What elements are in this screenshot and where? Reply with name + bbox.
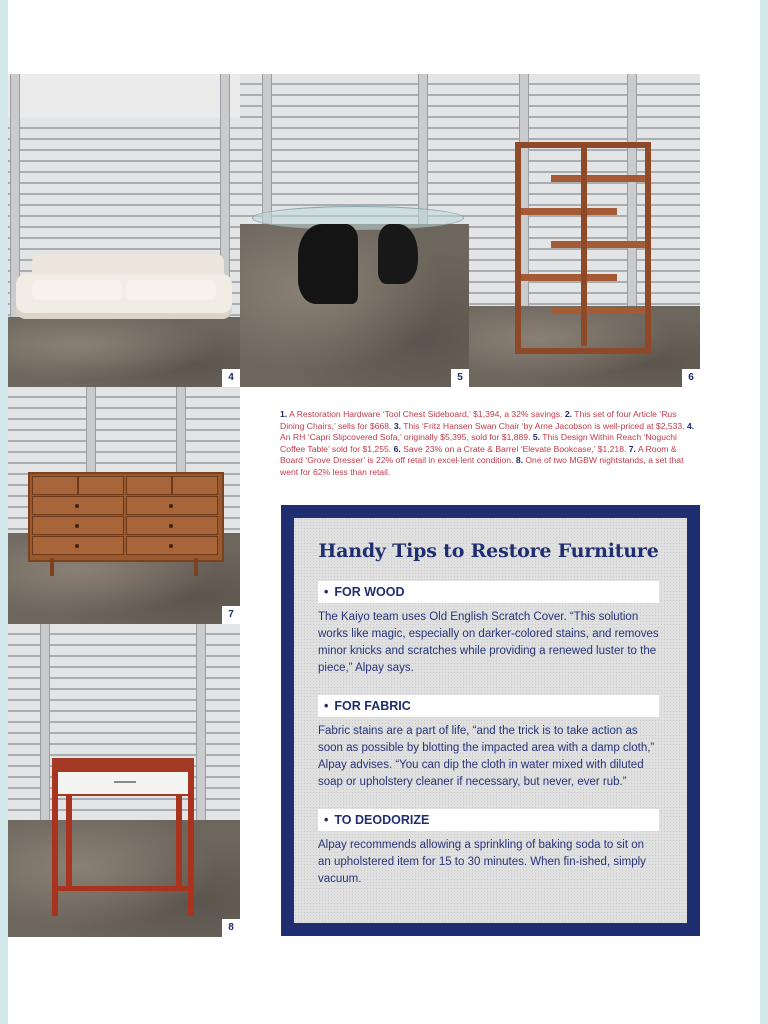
caption-number: 2. xyxy=(564,409,573,419)
bullet-icon: • xyxy=(324,699,329,713)
photo-number: 7 xyxy=(222,606,240,624)
caption-text: Save 23% on a Crate & Barrel ‘Elevate Bookcase,’ $1,218. xyxy=(400,443,629,454)
section-body-wood: The Kaiyo team uses Old English Scratch Cover. “This solution works like magic, especially on darker-colored stains, and removes minor knicks and scratches while providing a renewed luster to the piece,” Alpay says. xyxy=(318,611,659,674)
caption-number: 4. xyxy=(686,420,695,431)
caption-number: 7. xyxy=(628,443,636,454)
section-heading-label: TO DEODORIZE xyxy=(334,813,430,827)
tips-title: Handy Tips to Restore Furniture xyxy=(318,540,659,562)
caption-text: This set of four Article ‘Rus Dining Chairs,’ sells for $668. xyxy=(280,409,677,431)
bullet-icon: • xyxy=(324,585,329,599)
section-heading-fabric xyxy=(318,695,659,717)
section-body-fabric: Fabric stains are a part of life, “and the trick is to take action as soon as possible by blotting the impacted area with a damp cloth,” Alpay advises. “You can dip the cloth in water mixed with diluted soap or upholstery cleaner if necessary, but never, ever rub.” xyxy=(318,725,655,788)
section-heading-deodorize xyxy=(318,809,659,831)
photo-bookcase xyxy=(469,74,700,387)
photo-number: 5 xyxy=(451,369,469,387)
section-heading-label: FOR FABRIC xyxy=(334,699,411,713)
section-body-deodorize: Alpay recommends allowing a sprinkling of baking soda to sit on an upholstered item for 15 to 30 minutes. When fin-ished, simply vacuum. xyxy=(318,839,646,885)
caption-number: 5. xyxy=(532,432,541,442)
photo-number: 4 xyxy=(222,369,240,387)
caption-text: An RH ‘Capri Slipcovered Sofa,’ originally $5,395, sold for $1,889. xyxy=(280,432,533,442)
tips-panel xyxy=(294,518,687,923)
section-heading-wood xyxy=(318,581,659,603)
caption-text: This ‘Fritz Hansen Swan Chair ‘by Arne Jacobson is well-priced at $2,533. xyxy=(401,420,687,431)
photo-sofa xyxy=(8,74,240,387)
photo-caption xyxy=(280,409,700,478)
bullet-icon: • xyxy=(324,813,329,827)
caption-text: This Design Within Reach ‘Noguchi Coffee Table’ sold for $1,255. xyxy=(280,432,677,454)
caption-number: 8. xyxy=(515,455,523,465)
caption-number: 1. xyxy=(280,409,288,419)
section-heading-label: FOR WOOD xyxy=(334,585,405,599)
photo-coffee-table xyxy=(240,74,469,387)
caption-number: 6. xyxy=(393,443,401,454)
caption-text: A Restoration Hardware ‘Tool Chest Sideboard,’ $1,394, a 32% savings. xyxy=(287,409,565,419)
caption-number: 3. xyxy=(393,420,402,431)
magazine-page xyxy=(8,0,760,1024)
tips-box xyxy=(281,505,700,936)
photo-number: 6 xyxy=(682,369,700,387)
caption-text: A Room & Board ‘Grove Dresser’ is 22% off retail in excel-lent condition. xyxy=(280,443,677,465)
caption-text: One of two MGBW nightstands, a set that went for 62% less than retail. xyxy=(280,455,684,477)
photo-number: 8 xyxy=(222,919,240,937)
photo-nightstand xyxy=(8,624,240,937)
photo-dresser xyxy=(8,387,240,624)
